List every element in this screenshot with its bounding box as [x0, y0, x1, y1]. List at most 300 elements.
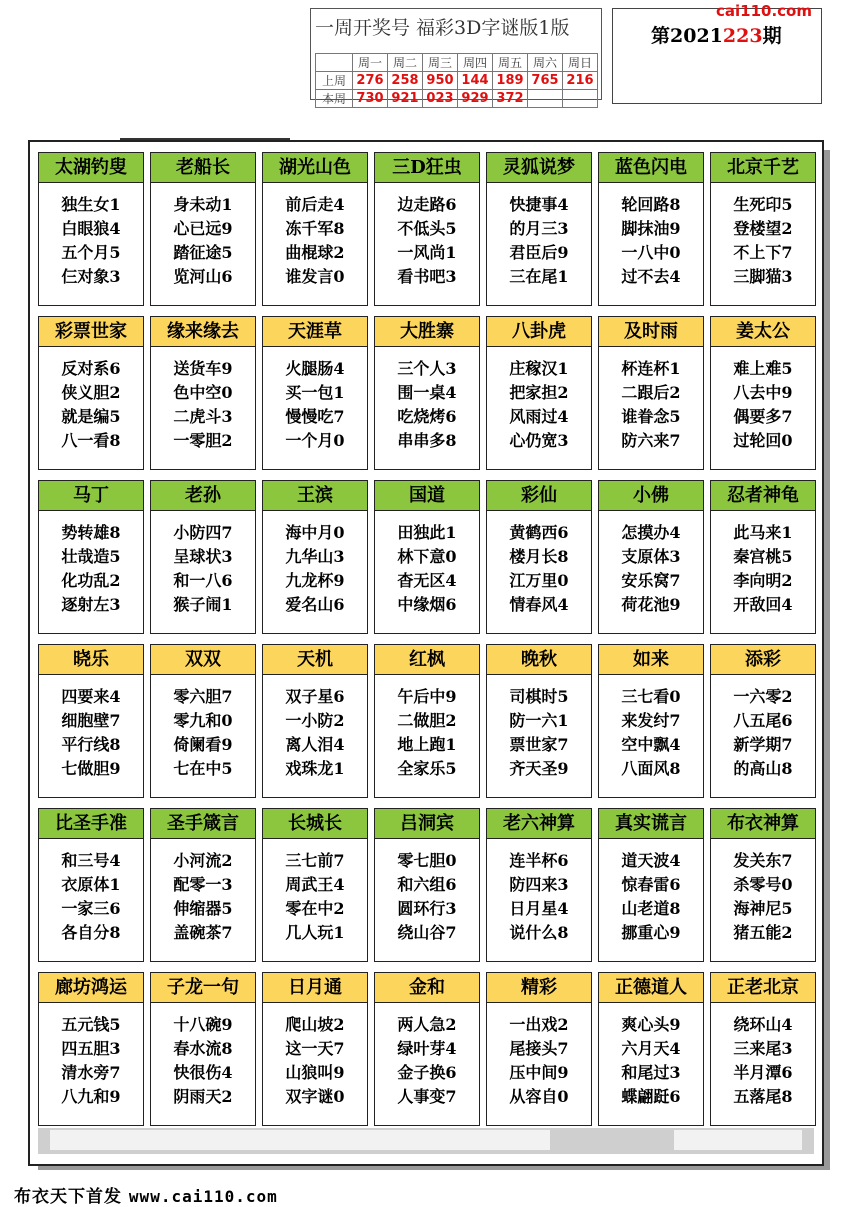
riddle-line: 不上下7 — [733, 243, 793, 262]
riddle-line: 爱名山6 — [285, 595, 345, 614]
riddle-line: 半月潭6 — [733, 1063, 793, 1082]
draw-number: 929 — [458, 90, 493, 108]
riddle-line: 曲棍球2 — [285, 243, 345, 262]
draw-number: 144 — [458, 72, 493, 90]
riddle-line: 此马来1 — [733, 523, 793, 542]
riddle-line: 零六胆7 — [173, 687, 233, 706]
riddle-line: 冻千军8 — [285, 219, 345, 238]
riddle-cell — [598, 644, 704, 798]
riddle-line: 一零胆2 — [173, 431, 233, 450]
riddle-line: 平行线8 — [61, 735, 121, 754]
riddle-lines — [487, 1013, 591, 1109]
issue-panel — [612, 8, 822, 104]
riddle-line: 一风尚1 — [397, 243, 457, 262]
expert-name: 及时雨 — [599, 317, 703, 347]
riddle-line: 白眼狼4 — [61, 219, 121, 238]
riddle-lines — [39, 521, 143, 617]
riddle-cell — [262, 480, 368, 634]
riddle-line: 买一包1 — [285, 383, 345, 402]
bottom-bar — [38, 1128, 814, 1154]
riddle-line: 五元钱5 — [61, 1015, 121, 1034]
riddle-line: 惊春雷6 — [621, 875, 681, 894]
expert-name: 彩票世家 — [39, 317, 143, 347]
riddle-lines — [375, 1013, 479, 1109]
riddle-line: 江万里0 — [509, 571, 569, 590]
riddle-cell — [598, 316, 704, 470]
this-week-row — [316, 90, 598, 108]
expert-name: 天涯草 — [263, 317, 367, 347]
riddle-line: 反对系6 — [61, 359, 121, 378]
riddle-line: 圆环行3 — [397, 899, 457, 918]
riddle-lines — [263, 193, 367, 289]
riddle-lines — [151, 685, 255, 781]
riddle-line: 盖碗茶7 — [173, 923, 233, 942]
expert-name: 金和 — [375, 973, 479, 1003]
riddle-lines — [151, 521, 255, 617]
riddle-lines — [151, 193, 255, 289]
riddle-cell — [150, 644, 256, 798]
site-watermark: cai110.com — [716, 2, 812, 20]
riddle-lines — [599, 193, 703, 289]
riddle-line: 配零一3 — [173, 875, 233, 894]
expert-name: 姜太公 — [711, 317, 815, 347]
riddle-line: 荷花池9 — [621, 595, 681, 614]
expert-name: 老船长 — [151, 153, 255, 183]
day-label: 周五 — [493, 54, 528, 72]
riddle-line: 票世家7 — [509, 735, 569, 754]
riddle-cell — [710, 644, 816, 798]
riddle-cell — [38, 480, 144, 634]
riddle-lines — [711, 1013, 815, 1109]
riddle-cell — [486, 152, 592, 306]
riddle-cell — [486, 316, 592, 470]
riddle-cell — [598, 972, 704, 1126]
riddle-line: 边走路6 — [397, 195, 457, 214]
riddle-line: 化功乱2 — [61, 571, 121, 590]
riddle-cell — [486, 808, 592, 962]
riddle-lines — [39, 357, 143, 453]
riddle-line: 偶要多7 — [733, 407, 793, 426]
riddle-line: 不低头5 — [397, 219, 457, 238]
riddle-cell — [150, 808, 256, 962]
expert-name: 精彩 — [487, 973, 591, 1003]
riddle-cell — [262, 808, 368, 962]
riddle-lines — [375, 849, 479, 945]
riddle-line: 防四来3 — [509, 875, 569, 894]
expert-name: 太湖钓叟 — [39, 153, 143, 183]
riddle-line: 空中飘4 — [621, 735, 681, 754]
riddle-lines — [599, 1013, 703, 1109]
riddle-line: 零七胆0 — [397, 851, 457, 870]
riddle-line: 看书吧3 — [397, 267, 457, 286]
riddle-line: 怎摸办4 — [621, 523, 681, 542]
riddle-line: 三七看0 — [621, 687, 681, 706]
riddle-line: 一出戏2 — [509, 1015, 569, 1034]
draw-number: 023 — [423, 90, 458, 108]
day-label: 周二 — [388, 54, 423, 72]
expert-name: 蓝色闪电 — [599, 153, 703, 183]
riddle-line: 谁眷念5 — [621, 407, 681, 426]
riddle-line: 春水流8 — [173, 1039, 233, 1058]
riddle-cell — [38, 316, 144, 470]
riddle-line: 杯连杯1 — [621, 359, 681, 378]
riddle-line: 四要来4 — [61, 687, 121, 706]
riddle-cell — [710, 808, 816, 962]
riddle-cell — [598, 480, 704, 634]
riddle-line: 和三号4 — [61, 851, 121, 870]
riddle-line: 八一看8 — [61, 431, 121, 450]
last-week-label: 上周 — [316, 72, 353, 90]
riddle-line: 爽心头9 — [621, 1015, 681, 1034]
expert-name: 双双 — [151, 645, 255, 675]
expert-name: 布衣神算 — [711, 809, 815, 839]
expert-name: 缘来缘去 — [151, 317, 255, 347]
expert-name: 老六神算 — [487, 809, 591, 839]
riddle-line: 连半杯6 — [509, 851, 569, 870]
draw-number: 372 — [493, 90, 528, 108]
last-week-row — [316, 72, 598, 90]
riddle-line: 慢慢吃7 — [285, 407, 345, 426]
riddle-line: 离人泪4 — [285, 735, 345, 754]
riddle-line: 小河流2 — [173, 851, 233, 870]
riddle-lines — [39, 193, 143, 289]
riddle-line: 零在中2 — [285, 899, 345, 918]
riddle-line: 防一六1 — [509, 711, 569, 730]
riddle-line: 蝶翩跹6 — [621, 1087, 681, 1106]
riddle-line: 谁发言0 — [285, 267, 345, 286]
riddle-line: 衣原体1 — [61, 875, 121, 894]
footer — [14, 1182, 278, 1207]
riddle-line: 各自分8 — [61, 923, 121, 942]
expert-name: 三D狂虫 — [375, 153, 479, 183]
riddle-lines — [711, 849, 815, 945]
expert-name: 晚秋 — [487, 645, 591, 675]
riddle-cell — [150, 152, 256, 306]
riddle-line: 二做胆2 — [397, 711, 457, 730]
riddle-cell — [38, 808, 144, 962]
riddle-line: 周武王4 — [285, 875, 345, 894]
riddle-line: 安乐窝7 — [621, 571, 681, 590]
riddle-cell — [38, 152, 144, 306]
riddle-line: 独生女1 — [61, 195, 121, 214]
riddle-lines — [711, 685, 815, 781]
expert-name: 吕洞宾 — [375, 809, 479, 839]
riddle-line: 五落尾8 — [733, 1087, 793, 1106]
riddle-lines — [375, 193, 479, 289]
riddle-lines — [151, 849, 255, 945]
expert-name: 国道 — [375, 481, 479, 511]
riddle-lines — [487, 521, 591, 617]
riddle-line: 双字谜0 — [285, 1087, 345, 1106]
riddle-cell — [374, 808, 480, 962]
riddle-line: 一家三6 — [61, 899, 121, 918]
riddle-line: 九华山3 — [285, 547, 345, 566]
riddle-line: 一个月0 — [285, 431, 345, 450]
riddle-line: 送货车9 — [173, 359, 233, 378]
riddle-cell — [486, 480, 592, 634]
riddle-line: 庄稼汉1 — [509, 359, 569, 378]
riddle-line: 的高山8 — [733, 759, 793, 778]
riddle-cell — [710, 152, 816, 306]
riddle-line: 秦宫桃5 — [733, 547, 793, 566]
riddle-line: 几人玩1 — [285, 923, 345, 942]
draw-number — [563, 90, 598, 108]
draw-number — [528, 90, 563, 108]
riddle-cell — [598, 808, 704, 962]
day-label: 周三 — [423, 54, 458, 72]
riddle-lines — [263, 521, 367, 617]
riddle-lines — [39, 1013, 143, 1109]
riddle-line: 七做胆9 — [61, 759, 121, 778]
riddle-line: 二虎斗3 — [173, 407, 233, 426]
riddle-cell — [710, 316, 816, 470]
riddle-line: 就是编5 — [61, 407, 121, 426]
riddle-line: 脚抹油9 — [621, 219, 681, 238]
riddle-line: 风雨过4 — [509, 407, 569, 426]
riddle-line: 踏征途5 — [173, 243, 233, 262]
draw-number: 765 — [528, 72, 563, 90]
riddle-line: 道天波4 — [621, 851, 681, 870]
riddle-lines — [711, 357, 815, 453]
expert-name: 正德道人 — [599, 973, 703, 1003]
riddle-line: 中缘烟6 — [397, 595, 457, 614]
riddle-line: 呈球状3 — [173, 547, 233, 566]
riddle-line: 逐射左3 — [61, 595, 121, 614]
riddle-line: 五个月5 — [61, 243, 121, 262]
riddle-cell — [150, 972, 256, 1126]
day-header-row — [316, 54, 598, 72]
riddle-lines — [599, 685, 703, 781]
draw-number: 730 — [353, 90, 388, 108]
riddle-lines — [487, 357, 591, 453]
draw-number: 276 — [353, 72, 388, 90]
riddle-line: 串串多8 — [397, 431, 457, 450]
riddle-line: 势转雄8 — [61, 523, 121, 542]
riddle-line: 李向明2 — [733, 571, 793, 590]
riddle-line: 二跟后2 — [621, 383, 681, 402]
riddle-line: 前后走4 — [285, 195, 345, 214]
riddle-cell — [598, 152, 704, 306]
riddle-line: 八去中9 — [733, 383, 793, 402]
riddle-lines — [39, 849, 143, 945]
expert-name: 八卦虎 — [487, 317, 591, 347]
riddle-line: 围一桌4 — [397, 383, 457, 402]
frame-shadow — [38, 1166, 830, 1170]
riddle-line: 三脚猫3 — [733, 267, 793, 286]
riddle-line: 过轮回0 — [733, 431, 793, 450]
riddle-line: 细胞壁7 — [61, 711, 121, 730]
riddle-line: 林下意0 — [397, 547, 457, 566]
riddle-line: 色中空0 — [173, 383, 233, 402]
riddle-cell — [374, 480, 480, 634]
expert-name: 天机 — [263, 645, 367, 675]
riddle-lines — [39, 685, 143, 781]
riddle-lines — [487, 849, 591, 945]
riddle-line: 绕环山4 — [733, 1015, 793, 1034]
riddle-line: 金子换6 — [397, 1063, 457, 1082]
riddle-line: 情春风4 — [509, 595, 569, 614]
expert-name: 圣手箴言 — [151, 809, 255, 839]
riddle-cell — [710, 972, 816, 1126]
riddle-lines — [487, 685, 591, 781]
riddle-line: 君臣后9 — [509, 243, 569, 262]
day-label: 周一 — [353, 54, 388, 72]
riddle-line: 十八碗9 — [173, 1015, 233, 1034]
riddle-lines — [599, 521, 703, 617]
expert-name: 添彩 — [711, 645, 815, 675]
riddle-lines — [263, 685, 367, 781]
riddle-cell — [38, 972, 144, 1126]
riddle-line: 齐天圣9 — [509, 759, 569, 778]
riddle-line: 山狼叫9 — [285, 1063, 345, 1082]
weekly-draw-panel — [310, 8, 602, 106]
riddle-cell — [486, 972, 592, 1126]
day-label: 周四 — [458, 54, 493, 72]
expert-name: 晓乐 — [39, 645, 143, 675]
riddle-line: 绿叶芽4 — [397, 1039, 457, 1058]
riddle-line: 海神尼5 — [733, 899, 793, 918]
riddle-cell — [38, 644, 144, 798]
expert-name: 彩仙 — [487, 481, 591, 511]
riddle-line: 阴雨天2 — [173, 1087, 233, 1106]
expert-name: 忍者神龟 — [711, 481, 815, 511]
riddle-line: 侠义胆2 — [61, 383, 121, 402]
draw-number: 950 — [423, 72, 458, 90]
riddle-line: 挪重心9 — [621, 923, 681, 942]
riddle-line: 支原体3 — [621, 547, 681, 566]
riddle-line: 生死印5 — [733, 195, 793, 214]
riddle-cell — [150, 316, 256, 470]
riddle-line: 九龙杯9 — [285, 571, 345, 590]
expert-name: 红枫 — [375, 645, 479, 675]
riddle-cell — [486, 644, 592, 798]
expert-name: 如来 — [599, 645, 703, 675]
riddle-line: 八面风8 — [621, 759, 681, 778]
riddle-line: 从容自0 — [509, 1087, 569, 1106]
riddle-line: 两人急2 — [397, 1015, 457, 1034]
riddle-line: 田独此1 — [397, 523, 457, 542]
day-label: 周日 — [563, 54, 598, 72]
riddle-line: 三来尾3 — [733, 1039, 793, 1058]
riddle-cell — [710, 480, 816, 634]
expert-name: 子龙一句 — [151, 973, 255, 1003]
riddle-line: 心仍宽3 — [509, 431, 569, 450]
riddle-line: 开敌回4 — [733, 595, 793, 614]
riddle-line: 山老道8 — [621, 899, 681, 918]
draw-number: 189 — [493, 72, 528, 90]
riddle-line: 六月天4 — [621, 1039, 681, 1058]
draw-number: 921 — [388, 90, 423, 108]
weekly-draw-table — [315, 53, 598, 108]
riddle-line: 猪五能2 — [733, 923, 793, 942]
draw-number: 258 — [388, 72, 423, 90]
riddle-cell — [262, 644, 368, 798]
expert-name: 马丁 — [39, 481, 143, 511]
riddle-line: 杀零号0 — [733, 875, 793, 894]
riddle-line: 三七前7 — [285, 851, 345, 870]
riddle-line: 三个人3 — [397, 359, 457, 378]
riddle-line: 海中月0 — [285, 523, 345, 542]
this-week-label: 本周 — [316, 90, 353, 108]
riddle-line: 和六组6 — [397, 875, 457, 894]
riddle-line: 猴子闹1 — [173, 595, 233, 614]
expert-name: 灵狐说梦 — [487, 153, 591, 183]
riddle-line: 来发纣7 — [621, 711, 681, 730]
riddle-cell — [150, 480, 256, 634]
riddle-line: 火腿肠4 — [285, 359, 345, 378]
riddle-line: 快捷事4 — [509, 195, 569, 214]
expert-name: 北京千艺 — [711, 153, 815, 183]
riddle-line: 伸缩器5 — [173, 899, 233, 918]
expert-name: 大胜寨 — [375, 317, 479, 347]
riddle-line: 和尾过3 — [621, 1063, 681, 1082]
riddle-line: 倚阑看9 — [173, 735, 233, 754]
riddle-cell — [374, 152, 480, 306]
riddle-line: 人事变7 — [397, 1087, 457, 1106]
riddle-line: 轮回路8 — [621, 195, 681, 214]
riddle-line: 杳无区4 — [397, 571, 457, 590]
riddle-line: 把家担2 — [509, 383, 569, 402]
riddle-line: 新学期7 — [733, 735, 793, 754]
riddle-line: 楼月长8 — [509, 547, 569, 566]
riddle-lines — [151, 357, 255, 453]
riddle-line: 一小防2 — [285, 711, 345, 730]
weekly-draw-title: 一周开奖号 福彩3D字谜版1版 — [315, 17, 570, 39]
riddle-lines — [599, 849, 703, 945]
riddle-line: 八九和9 — [61, 1087, 121, 1106]
riddle-line: 心已远9 — [173, 219, 233, 238]
riddle-line: 登楼望2 — [733, 219, 793, 238]
riddle-line: 的月三3 — [509, 219, 569, 238]
riddle-lines — [711, 193, 815, 289]
riddle-line: 日月星4 — [509, 899, 569, 918]
footer-url: www.cai110.com — [128, 1187, 278, 1206]
riddle-line: 司棋时5 — [509, 687, 569, 706]
riddle-lines — [263, 357, 367, 453]
expert-name: 湖光山色 — [263, 153, 367, 183]
riddle-line: 一六零2 — [733, 687, 793, 706]
riddle-cell — [262, 316, 368, 470]
riddle-line: 吃烧烤6 — [397, 407, 457, 426]
expert-name: 日月通 — [263, 973, 367, 1003]
riddle-line: 地上跑1 — [397, 735, 457, 754]
riddle-lines — [711, 521, 815, 617]
riddle-line: 绕山谷7 — [397, 923, 457, 942]
riddle-line: 一八中0 — [621, 243, 681, 262]
expert-name: 老孙 — [151, 481, 255, 511]
riddle-cell — [262, 152, 368, 306]
riddle-line: 三在尾1 — [509, 267, 569, 286]
riddle-line: 过不去4 — [621, 267, 681, 286]
riddle-line: 清水旁7 — [61, 1063, 121, 1082]
expert-name: 正老北京 — [711, 973, 815, 1003]
riddle-line: 难上难5 — [733, 359, 793, 378]
riddle-cell — [374, 972, 480, 1126]
riddle-line: 发关东7 — [733, 851, 793, 870]
expert-name: 真实谎言 — [599, 809, 703, 839]
riddle-line: 压中间9 — [509, 1063, 569, 1082]
riddle-line: 零九和0 — [173, 711, 233, 730]
riddle-line: 尾接头7 — [509, 1039, 569, 1058]
riddle-lines — [599, 357, 703, 453]
riddle-line: 四五胆3 — [61, 1039, 121, 1058]
frame-shadow — [824, 150, 830, 1168]
riddle-line: 快很伤4 — [173, 1063, 233, 1082]
riddle-lines — [263, 849, 367, 945]
riddle-lines — [263, 1013, 367, 1109]
riddle-line: 览河山6 — [173, 267, 233, 286]
riddle-lines — [375, 685, 479, 781]
